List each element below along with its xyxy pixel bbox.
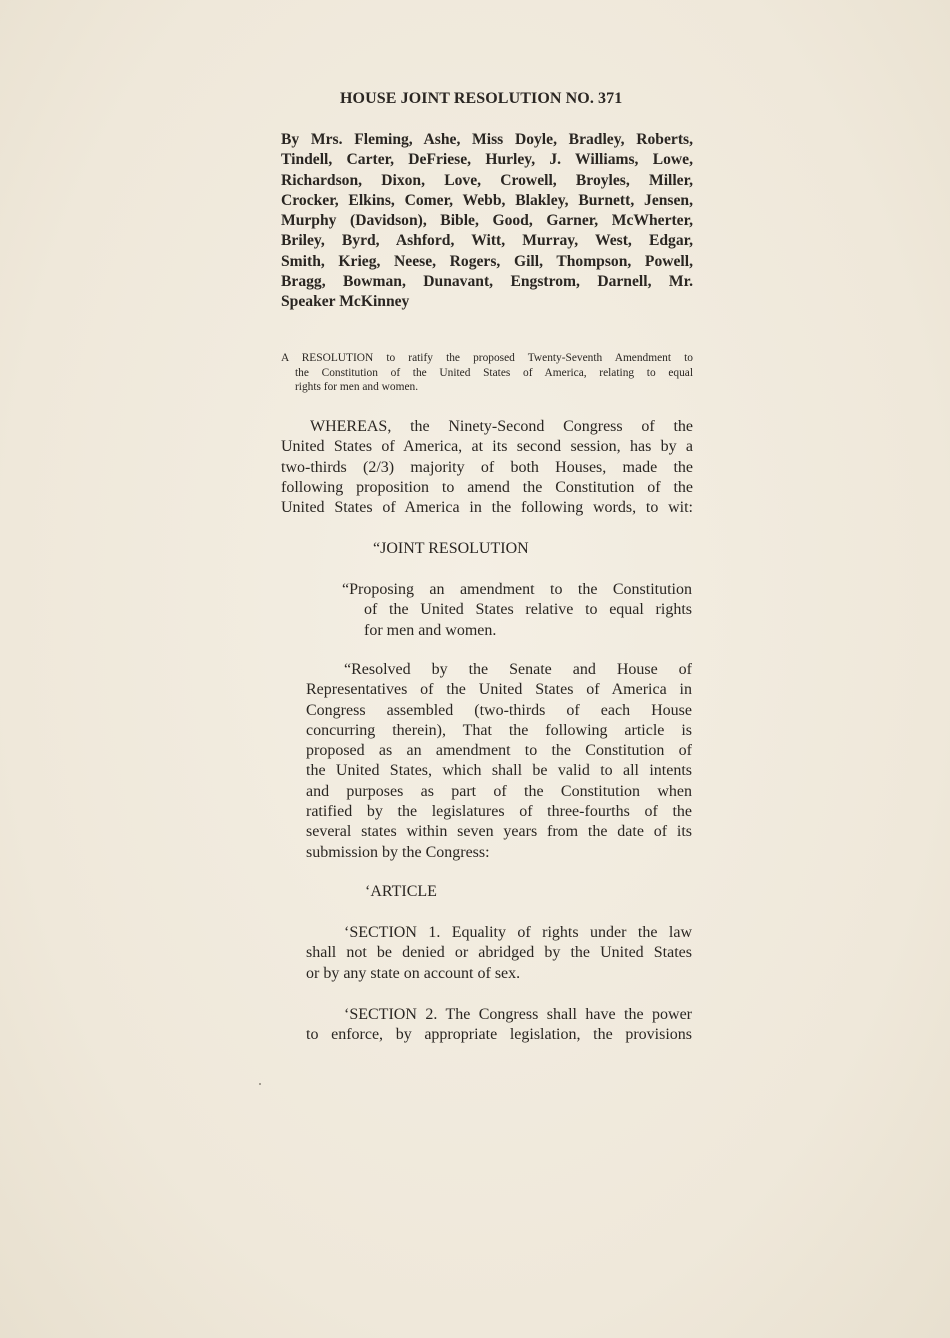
- resolved-line: “Resolved by the Senate and House of: [344, 661, 692, 678]
- article-heading: ‘ARTICLE: [365, 883, 437, 900]
- resolved-line: proposed as an amendment to the Constitution of: [306, 742, 692, 760]
- section-2-line: to enforce, by appropriate legislation, the provisions: [306, 1026, 692, 1044]
- section-1-line: shall not be denied or abridged by the United States: [306, 944, 692, 962]
- whereas-line: United States of America, at its second session, has by a: [281, 438, 693, 456]
- section-1-line: ‘SECTION 1. Equality of rights under the law: [344, 924, 692, 941]
- sponsors-line: Smith, Krieg, Neese, Rogers, Gill, Thompson, Powell,: [281, 252, 693, 270]
- sponsors-line: Bragg, Bowman, Dunavant, Engstrom, Darnell, Mr.: [281, 273, 693, 291]
- resolved-line: submission by the Congress:: [306, 843, 490, 861]
- resolved-line: Congress assembled (two-thirds of each House: [306, 701, 692, 719]
- proposing-line: for men and women.: [364, 621, 497, 639]
- sponsors-line: Crocker, Elkins, Comer, Webb, Blakley, Burnett, Jensen,: [281, 191, 693, 209]
- summary-line: rights for men and women.: [295, 381, 419, 394]
- resolved-line: and purposes as part of the Constitution when: [306, 782, 692, 800]
- resolution-summary: [281, 351, 693, 395]
- summary-line: A RESOLUTION to ratify the proposed Twenty-Seventh Amendment to: [281, 352, 693, 364]
- resolved-line: ratified by the legislatures of three-fourths of the: [306, 803, 692, 821]
- sponsors-line: Murphy (Davidson), Bible, Good, Garner, McWherter,: [281, 212, 693, 230]
- proposing-line: of the United States relative to equal rights: [364, 601, 692, 619]
- section-2-line: ‘SECTION 2. The Congress shall have the power: [344, 1006, 692, 1023]
- show-through-text: [318, 24, 322, 41]
- summary-line: the Constitution of the United States of America, relating to equal: [295, 366, 693, 379]
- whereas-paragraph: [281, 417, 693, 518]
- resolved-line: the United States, which shall be valid to all intents: [306, 762, 692, 780]
- sponsors-list: [281, 130, 693, 313]
- resolved-line: several states within seven years from the date of its: [306, 823, 692, 841]
- sponsors-line: Speaker McKinney: [281, 293, 410, 311]
- proposing-line: “Proposing an amendment to the Constitution: [342, 581, 692, 598]
- whereas-line: two-thirds (2/3) majority of both Houses, made the: [281, 458, 693, 476]
- proposing-paragraph: [342, 580, 692, 641]
- sponsors-line: Briley, Byrd, Ashford, Witt, Murray, West, Edgar,: [281, 232, 693, 250]
- sponsors-line: By Mrs. Fleming, Ashe, Miss Doyle, Bradley, Roberts,: [281, 131, 693, 148]
- whereas-line: WHEREAS, the Ninety-Second Congress of the: [310, 418, 693, 435]
- page-title: HOUSE JOINT RESOLUTION NO. 371: [340, 90, 623, 107]
- whereas-line: United States of America in the following words, to wit:: [281, 499, 693, 517]
- resolved-paragraph: [306, 660, 692, 863]
- paper-speck: [259, 1083, 261, 1085]
- section-1-paragraph: [306, 923, 692, 984]
- whereas-line: following proposition to amend the Constitution of the: [281, 478, 693, 496]
- signature-watermark: [280, 559, 310, 635]
- joint-resolution-heading: “JOINT RESOLUTION: [373, 540, 529, 557]
- sponsors-line: Richardson, Dixon, Love, Crowell, Broyles, Miller,: [281, 171, 693, 189]
- sponsors-line: Tindell, Carter, DeFriese, Hurley, J. Williams, Lowe,: [281, 151, 693, 169]
- section-1-line: or by any state on account of sex.: [306, 964, 521, 982]
- resolved-line: Representatives of the United States of America in: [306, 681, 692, 699]
- resolved-line: concurring therein), That the following article is: [306, 721, 692, 739]
- section-2-paragraph: [306, 1005, 692, 1046]
